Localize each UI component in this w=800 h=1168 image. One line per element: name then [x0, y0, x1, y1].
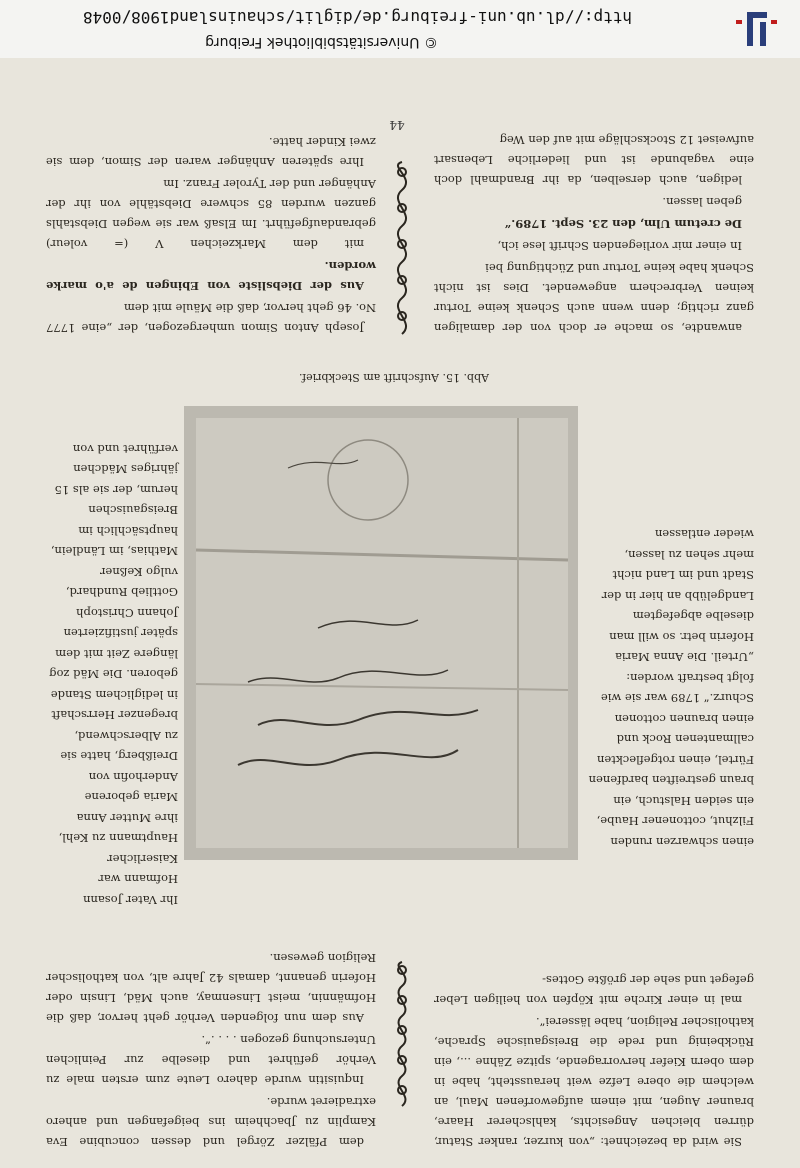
header-bar	[0, 0, 800, 59]
paragraph: De cretum Ulm, den 23. Sept. 1789.“	[504, 217, 742, 231]
scanned-page	[0, 58, 800, 1168]
paragraph: ledigen, auch derselben, da ihr Brandmahl doch eine vagabunde ist und liederliche Lebensart aufweiset 12 Stockschläge mit auf den Weg	[434, 133, 754, 187]
paragraph: Aus dem nun folgenden Verhör geht hervor, daß die Hofmännin, meist Linsenmay, auch Mäd, Linsin oder Hoferin genannt, damals 42 Jahre alt, von katholischer Religion gewesen.	[46, 951, 376, 1025]
figure-letter-image	[184, 406, 578, 860]
paragraph: mit dem Markzeichen V (= voleur) gebrandaufgeführt. Im Elsaß war sie wegen Diebstahls ganzen wurden 85 schwere Diebstähle von ihr der Anhänger und der Tyroler Franz. Im	[46, 177, 376, 251]
paragraph: Sie wird da bezeichnet: „von kurzer, ranker Statur, dürren bleichen Angesichts, kahlscherer Haare, brauner Augen, mit einem aufgeworfenen Maul, an welchem die obere Lefze weit heraussteht, habe in dem obern Kiefer hervorragende, spitze Zähne ..., ein Rückbeinig und rede die Breisgauische Sprache, katholischer Religion, habe lässerei“.	[434, 1015, 754, 1149]
paragraph: Joseph Anton Simon umhergezogen, der „eine 1777 No. 46 geht hervor, daß die Mäule mit dem	[46, 301, 376, 335]
paragraph: Ihre späteren Anhänger waren der Simon, dem sie zwei Kinder hatte.	[46, 135, 376, 169]
ornament-divider-icon	[380, 960, 424, 1110]
ornament-divider-icon	[380, 158, 424, 338]
text-column-right-bottom	[46, 130, 376, 338]
paragraph: Aus der Diebsliste von Ebingen de a'o marke worden.	[46, 259, 376, 293]
text-column-left-top	[434, 968, 754, 1152]
page-url[interactable]: http://dl.ub.uni-freiburg.de/diglit/schauinsland1908/0048	[82, 8, 632, 27]
paragraph: mal in einer Kirche mit Köpfen von heiligen Leber gefeget und sehe der größte Gottes-	[434, 973, 754, 1007]
page-number: 44	[389, 118, 405, 132]
letter-scan-icon	[184, 406, 578, 860]
university-logo-icon	[736, 8, 778, 50]
text-column-left-middle: einen schwarzen runden Filzhut, cottonener Haube, ein seiden Halstuch, ein braun gestreiften bardfenen Fürtel, einen rotgefleckten callmantenen Rock und einen braunen cottonen Schurz.“ 1789 war sie wie folgt bestraft worden: „Urteil. Die Anna Maria Hoferin betr. so will man dieselbe abgefegtem Landgelübb an hier in der Stadt und im Land nicht mehr sehen zu lassen, wieder entlassen	[588, 527, 754, 849]
text-column-right-top	[46, 946, 376, 1152]
paragraph: geben lassen.	[662, 195, 742, 209]
paragraph: In einer mir vorliegenden Schrift lese ich,	[497, 239, 742, 253]
paragraph: dem Pfälzer Zörgel und dessen concubine Eva Kamplin zu Jbachheim ins beigefangen und anhero extradieret wurde.	[46, 1095, 376, 1149]
text-column-left-bottom	[434, 128, 754, 338]
paragraph: anwandte, so mache er doch von der damaligen ganz richtig; denn wenn auch Schenk keine Tortur keinen Verbrechern angewendet. Dies ist nicht Schenk habe keine Tortur und Züchtigung bei	[434, 261, 754, 335]
text-column-right-middle: Ihr Vater Josann Hofmann war Kaiserlicher Hauptmann zu Kehl, ihre Mutter Anna Maria geborene Anderhofin von Dreißberg, hatte sie zu Alberschwend, bregenzer Herrschaft in lediglichem Stande geboren. Die Mäd zog längere Zeit mit dem später justifizierten Johann Christoph Gottlieb Rundhard, vulgo Keßner Mathias, im Ländlein, hauptsächlich im Breisgauischen herum, der sie als 15 jähriges Mädchen verführet und von	[49, 442, 178, 907]
copyright-notice: © Universitätsbibliothek Freiburg	[205, 34, 438, 50]
paragraph: Inquisitin wurde dahero Leute zum ersten male zu Verhör geführet und dieselbe zur Peinlichen Untersuchung gezogen . . . .“.	[46, 1033, 376, 1087]
figure-caption: Abb. 15. Aufschrift am Steckbrief.	[298, 371, 490, 384]
